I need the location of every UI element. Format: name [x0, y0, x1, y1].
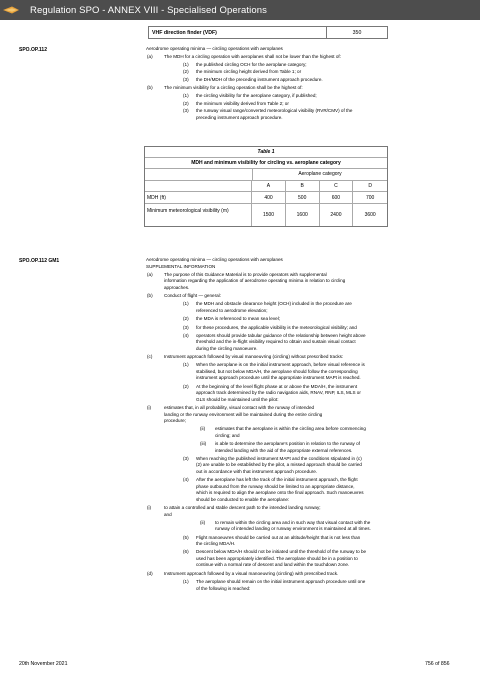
- table-cell: 1500: [252, 204, 286, 226]
- text-line: approaches.: [164, 284, 190, 290]
- category-d: D: [368, 183, 372, 189]
- text-line: procedure;: [164, 418, 186, 423]
- category-c: C: [320, 181, 354, 191]
- text-line: The aeroplane should remain on the initial instrument approach procedure until one: [196, 579, 366, 584]
- list-marker: (5): [183, 534, 189, 540]
- text-line: for these procedures, the applicable visibility is the meteorological visibility; and: [196, 324, 357, 330]
- text-line: Aerodrome operating minima — circling operations with aeroplanes: [146, 46, 283, 51]
- footer-page: 756 of 856: [425, 661, 450, 667]
- text-line: of the following is reached:: [196, 585, 251, 591]
- text-line: Instrument approach followed by a visual manoeuvring (circling) with prescribed track.: [164, 570, 339, 576]
- text-line: should be conducted to enable the aeroplane:: [196, 496, 290, 502]
- text-line: stabilised, but not below MDA/H, the aeroplane should follow the corresponding: [196, 368, 358, 374]
- text-line: referenced to aerodrome elevation;: [196, 307, 268, 313]
- text-line: intended landing with the aid of the appropriate external references.: [215, 447, 353, 453]
- list-marker: (3): [183, 108, 189, 114]
- text-line: continue with a normal rate of descent and land within the touchdown zone.: [196, 562, 350, 568]
- list-marker: (b): [147, 293, 153, 299]
- aeroplane-category-header: Aeroplane category: [298, 171, 342, 177]
- list-marker: (i): [147, 405, 152, 410]
- easa-logo-icon: [0, 0, 22, 20]
- text-line: GLS should be maintained until the pilot:: [196, 396, 279, 402]
- text-line: The purpose of this Guidance Material is to provide operators with supplemental: [164, 271, 327, 277]
- table-row: [145, 204, 387, 226]
- list-marker: (ii): [200, 426, 206, 432]
- list-marker: (a): [147, 271, 153, 277]
- text-line: during the circling manoeuvre.: [196, 345, 258, 351]
- text-line: the published circling OCH for the aeroplane category;: [196, 61, 307, 67]
- text-line: circling; and: [215, 432, 240, 438]
- list-marker: (iii): [200, 441, 207, 447]
- text-line: the circling visibility for the aeroplane category, if published;: [196, 92, 317, 98]
- text-line: out in accordance with that instrument approach procedure.: [196, 468, 318, 474]
- list-marker: (3): [183, 77, 189, 83]
- list-marker: (b): [147, 85, 153, 90]
- section-id-gm1: SPO.OP.112 GM1: [19, 258, 60, 264]
- text-line: to remain within the circling area and in such way that visual contact with the: [215, 519, 371, 525]
- text-line: information regarding the application of aerodrome operating minima in relation to circling: [164, 278, 346, 284]
- row-label-mdh: MDH (ft): [145, 192, 252, 203]
- text-line: the MDA is referenced to mean sea level;: [196, 316, 281, 322]
- list-marker: (a): [147, 53, 153, 59]
- list-marker: (i): [147, 505, 152, 510]
- text-line: the minimum circling height derived from Table 1; or: [196, 69, 302, 75]
- text-line: (2) are unable to be established by the pilot, a missed approach should be carried: [196, 462, 362, 468]
- list-marker: (1): [183, 579, 189, 584]
- text-line: the runway visual range/converted meteorological visibility (RVR/CMV) of the: [196, 108, 353, 114]
- text-line: which is required to align the aeroplane onto the final approach. Such manoeuvres: [196, 490, 364, 496]
- list-marker: (c): [147, 354, 153, 360]
- list-marker: (2): [183, 69, 189, 75]
- table-cell: 3600: [364, 212, 376, 218]
- text-line: to attain a controlled and stable descent path to the intended landing runway;: [164, 505, 321, 510]
- vhf-table-row: [148, 26, 388, 39]
- table-cell: 600: [320, 192, 354, 203]
- text-line: landing or the runway environment will be maintained during the entire circling: [164, 411, 323, 417]
- text-line: When the aeroplane is on the initial instrument approach, before visual reference is: [196, 362, 365, 368]
- text-line: When reaching the published instrument MAPt and the conditions stipulated in (c): [196, 455, 362, 461]
- text-line: runway of intended landing or runway environment is maintained at all times.: [215, 526, 371, 532]
- vhf-label: VHF direction finder (VDF): [149, 27, 327, 38]
- list-marker: (1): [183, 92, 189, 98]
- table-cell: 1600: [286, 204, 320, 226]
- table-cell: 700: [365, 195, 375, 201]
- text-line: The minimum visibility for a circling operation shall be the highest of:: [164, 85, 303, 90]
- text-line: estimates that, in all probability, visual contact with the runway of intended: [164, 405, 315, 410]
- text-line: estimates that the aeroplane is within the circling area before commencing: [215, 426, 366, 432]
- text-line: instrument approach procedure until the appropriate instrument MAPt is reached.: [196, 375, 361, 381]
- list-marker: (1): [183, 301, 189, 307]
- text-line: approach track determined by the radio navigation aids, RNAV, RNP, ILS, MLS or: [196, 390, 361, 396]
- text-line: and: [164, 511, 172, 517]
- list-marker: (1): [183, 61, 189, 67]
- text-line: operators should provide tabular guidance of the relationship between height above: [196, 332, 366, 338]
- list-marker: (3): [183, 455, 189, 461]
- text-line: SUPPLEMENTAL INFORMATION: [146, 263, 216, 269]
- table-1: [144, 146, 388, 227]
- text-line: is able to determine the aeroplane's position in relation to the runway of: [215, 441, 360, 447]
- text-line: the MDH and obstacle clearance height (OCH) included in the procedure are: [196, 301, 352, 307]
- table-row: [145, 192, 387, 204]
- text-line: After the aeroplane has left the track of the initial instrument approach, the flight: [196, 477, 358, 483]
- list-marker: (2): [183, 383, 189, 389]
- list-marker: (d): [147, 570, 153, 576]
- header-title: Regulation SPO - ANNEX VIII - Specialised Operations: [30, 4, 268, 16]
- category-a: A: [252, 181, 286, 191]
- list-marker: (ii): [200, 519, 206, 525]
- text-line: The MDH for a circling operation with aeroplanes shall not be lower than the highest of:: [164, 53, 341, 59]
- text-line: At the beginning of the level flight phase at or above the MDA/H, the instrument: [196, 383, 358, 389]
- text-line: Conduct of flight — general:: [164, 293, 221, 299]
- section-id-op112: SPO.OP.112: [19, 47, 47, 53]
- list-marker: (1): [183, 362, 189, 368]
- list-marker: (2): [183, 316, 189, 322]
- text-line: Aerodrome operating minima — circling operations with aeroplanes: [146, 257, 283, 262]
- text-line: used has been appropriately identified. The aeroplane should be in a position to: [196, 555, 358, 561]
- table-cell: 400: [252, 192, 286, 203]
- text-line: the circling MDA/H.: [196, 541, 236, 547]
- table-cell: 500: [286, 192, 320, 203]
- text-line: Flight manoeuvres should be carried out at an altitude/height that is not less than: [196, 534, 361, 540]
- text-line: Descent below MDA/H should not be initiated until the threshold of the runway to be: [196, 549, 367, 555]
- table-caption: Table 1: [257, 149, 275, 155]
- footer-date: 20th November 2021: [19, 661, 68, 667]
- vhf-value: 350: [352, 30, 362, 36]
- list-marker: (3): [183, 324, 189, 330]
- list-marker: (2): [183, 100, 189, 106]
- text-line: threshold and the in-flight visibility required to obtain and sustain visual contact: [196, 339, 356, 345]
- text-line: the DH/MDH of the preceding instrument approach procedure.: [196, 77, 323, 83]
- list-marker: (6): [183, 549, 189, 555]
- table-title: MDH and minimum visibility for circling vs. aeroplane category: [191, 160, 341, 166]
- list-marker: (4): [183, 477, 189, 483]
- text-line: Instrument approach followed by visual manoeuvring (circling) without prescribed tracks:: [164, 354, 344, 360]
- text-line: the minimum visibility derived from Table 2; or: [196, 100, 289, 106]
- category-b: B: [286, 181, 320, 191]
- list-marker: (4): [183, 332, 189, 338]
- table-cell: 2400: [320, 204, 354, 226]
- row-label-visibility: Minimum meteorological visibility (m): [145, 204, 252, 226]
- page-header: [0, 0, 480, 20]
- text-line: phase outbound from the runway should be limited to an appropriate distance,: [196, 483, 355, 489]
- text-line: preceding instrument approach procedure.: [196, 115, 283, 120]
